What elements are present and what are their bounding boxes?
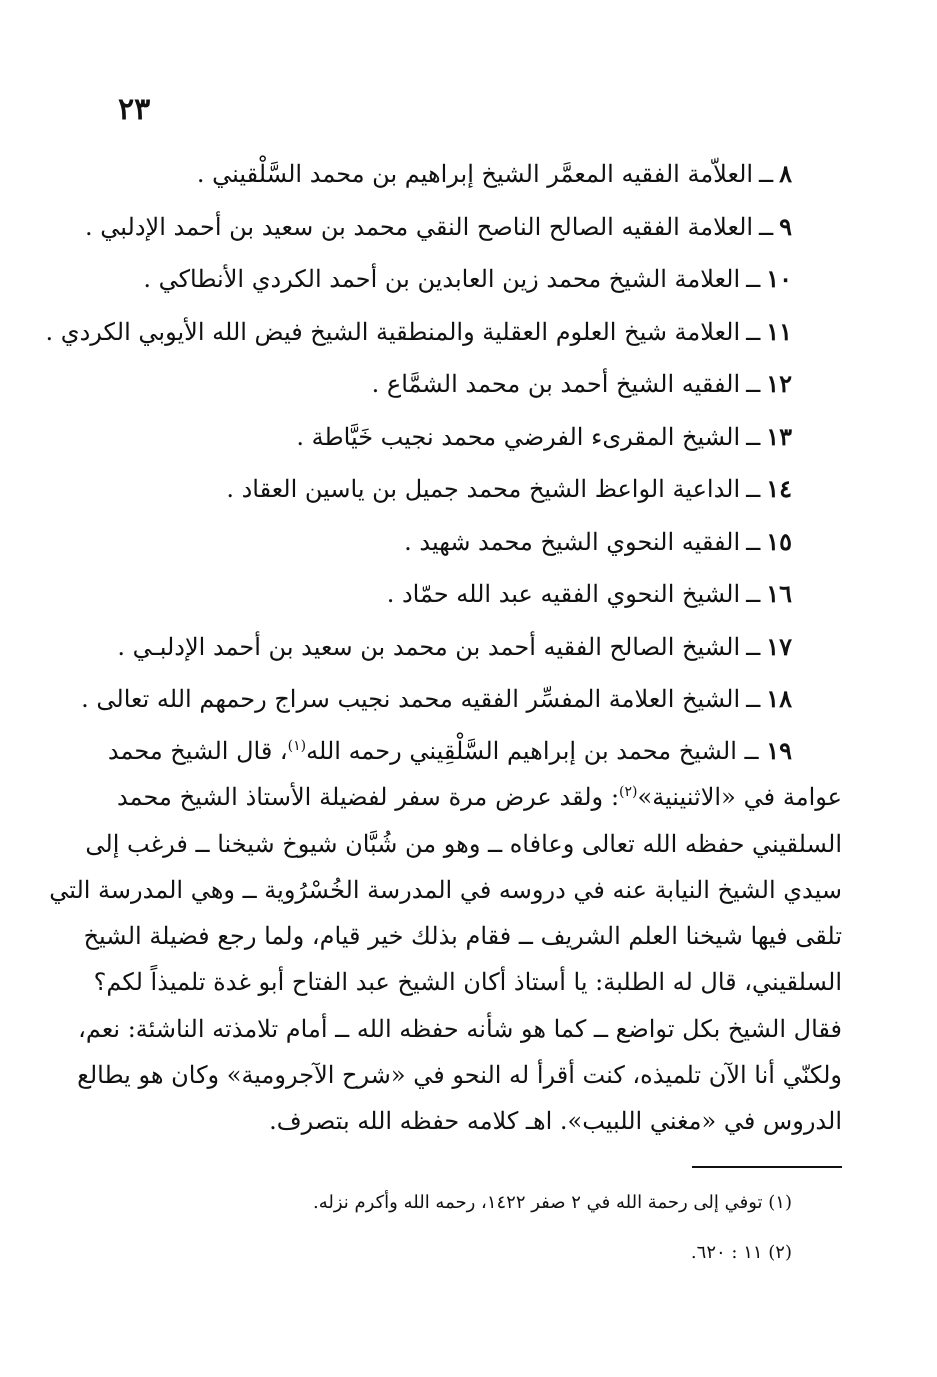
list-item-text: الشيخ العلامة المفسِّر الفقيه محمد نجيب سراج رحمهم الله تعالى . — [81, 685, 741, 713]
paragraph-line: تلقى فيها شيخنا العلم الشريف ــ فقام بذلك خير قيام، ولما رجع فضيلة الشيخ — [83, 922, 842, 951]
list-item-text: العلامة الشيخ محمد زين العابدين بن أحمد الكردي الأنطاكي . — [143, 265, 741, 293]
list-item — [92, 467, 792, 520]
list-item-dash: ــ — [746, 475, 761, 503]
footnotes — [92, 1178, 792, 1278]
list-item-text: الشيخ النحوي الفقيه عبد الله حمّاد . — [386, 580, 741, 608]
list-item-dash: ــ — [759, 212, 774, 241]
footnote — [92, 1228, 792, 1278]
list-item-text: الشيخ الصالح الفقيه أحمد بن محمد بن سعيد بن أحمد الإدلبـي . — [117, 632, 741, 661]
list-item-dash: ــ — [746, 370, 761, 398]
list-item — [81, 677, 792, 730]
list-item-text: الشيخ المقرىء الفرضي محمد نجيب خَيَّاطة . — [296, 422, 741, 451]
list-item-text: الداعية الواعظ الشيخ محمد جميل بن ياسين العقاد . — [226, 475, 741, 503]
list-item-text: العلامة شيخ العلوم العقلية والمنطقية الشيخ فيض الله الأيوبي الكردي . — [45, 317, 741, 346]
paragraph-dash: ــ — [744, 737, 759, 765]
list-item — [92, 362, 792, 415]
list-item — [92, 415, 792, 468]
page-number: ٢٣ — [118, 92, 151, 127]
footnote-mark: (١) — [768, 1192, 792, 1213]
paragraph-line: السلقيني، قال له الطلبة: يا أستاذ أكان الشيخ عبد الفتاح أبو غدة تلميذاً لكم؟ — [93, 968, 842, 997]
paragraph-text: الشيخ محمد بن إبراهيم السَّلْقِيني رحمه الله — [306, 737, 737, 765]
paragraph-line: سيدي الشيخ النيابة عنه في دروسه في المدرسة الخُسْرُوية ــ وهي المدرسة التي — [49, 875, 842, 904]
list-item — [92, 257, 792, 310]
list-item-number: ٨ — [779, 159, 792, 188]
body-paragraph — [49, 728, 842, 1145]
list-item-number: ١٢ — [766, 369, 792, 398]
footnote-divider — [692, 1166, 842, 1168]
list-item-number: ١٦ — [766, 579, 792, 608]
footnote — [92, 1178, 792, 1228]
list-item-number: ١٤ — [766, 474, 792, 503]
list-item-number: ١٣ — [766, 421, 792, 451]
paragraph-text: ، قال الشيخ محمد — [107, 737, 288, 765]
list-item — [92, 520, 792, 573]
list-item-dash: ــ — [746, 527, 761, 556]
paragraph-text: : ولقد عرض مرة سفر لفضيلة الأستاذ الشيخ محمد — [117, 783, 620, 812]
paragraph-line — [107, 728, 842, 774]
list-item — [85, 205, 792, 258]
list-item — [92, 625, 792, 678]
footnote-reference[interactable]: (٢) — [619, 784, 638, 801]
paragraph-line: ولكنّي أنا الآن تلميذه، كنت أقرأ له النحو في «شرح الآجرومية» وكان هو يطالع — [77, 1061, 842, 1090]
list-item-text: الفقيه الشيخ أحمد بن محمد الشمَّاع . — [371, 370, 741, 398]
paragraph-line: الدروس في «مغني اللبيب». اهـ كلامه حفظه الله بتصرف. — [269, 1107, 842, 1136]
paragraph-line: فقال الشيخ بكل تواضع ــ كما هو شأنه حفظه الله ــ أمام تلامذته الناشئة: نعم، — [78, 1014, 842, 1043]
list-item — [45, 310, 792, 363]
paragraph-line: السلقيني حفظه الله تعالى وعافاه ــ وهو من شُبَّان شيوخ شيخنا ــ فرغب إلى — [85, 829, 842, 858]
list-item-number: ٩ — [779, 211, 792, 241]
paragraph-line — [117, 774, 842, 820]
list-item-dash: ــ — [746, 632, 761, 661]
paragraph-text: عوامة في «الاثنينية» — [637, 783, 842, 812]
list-item-text: الفقيه النحوي الشيخ محمد شهيد . — [404, 527, 741, 556]
list-item-number: ١٥ — [766, 526, 792, 556]
list-item-dash: ــ — [746, 317, 761, 346]
list-item-dash: ــ — [746, 685, 761, 713]
list-item-number: ١١ — [766, 316, 792, 346]
list-item-number: ١٠ — [766, 264, 792, 293]
footnote-text: توفي إلى رحمة الله في ٢ صفر ١٤٢٢، رحمه الله وأكرم نزله. — [313, 1192, 763, 1213]
list-item-dash: ــ — [759, 160, 774, 188]
footnote-text: ١١ : ٦٢٠. — [690, 1242, 763, 1263]
list-item-dash: ــ — [746, 422, 761, 451]
footnote-mark: (٢) — [768, 1242, 792, 1263]
paragraph-number: ١٩ — [766, 736, 792, 765]
list-item-text: العلاّمة الفقيه المعمَّر الشيخ إبراهيم بن محمد السَّلْقيني . — [196, 160, 754, 188]
list-item-number: ١٧ — [766, 631, 792, 661]
list-item — [92, 152, 792, 205]
list-item — [92, 572, 792, 625]
list-item-number: ١٨ — [766, 684, 792, 713]
list-item-dash: ــ — [746, 580, 761, 608]
list-item-text: العلامة الفقيه الصالح الناصح النقي محمد بن سعيد بن أحمد الإدلبي . — [85, 212, 754, 241]
footnote-reference[interactable]: (١) — [287, 738, 307, 754]
list-item-dash: ــ — [746, 265, 761, 293]
scholars-list — [45, 152, 792, 730]
